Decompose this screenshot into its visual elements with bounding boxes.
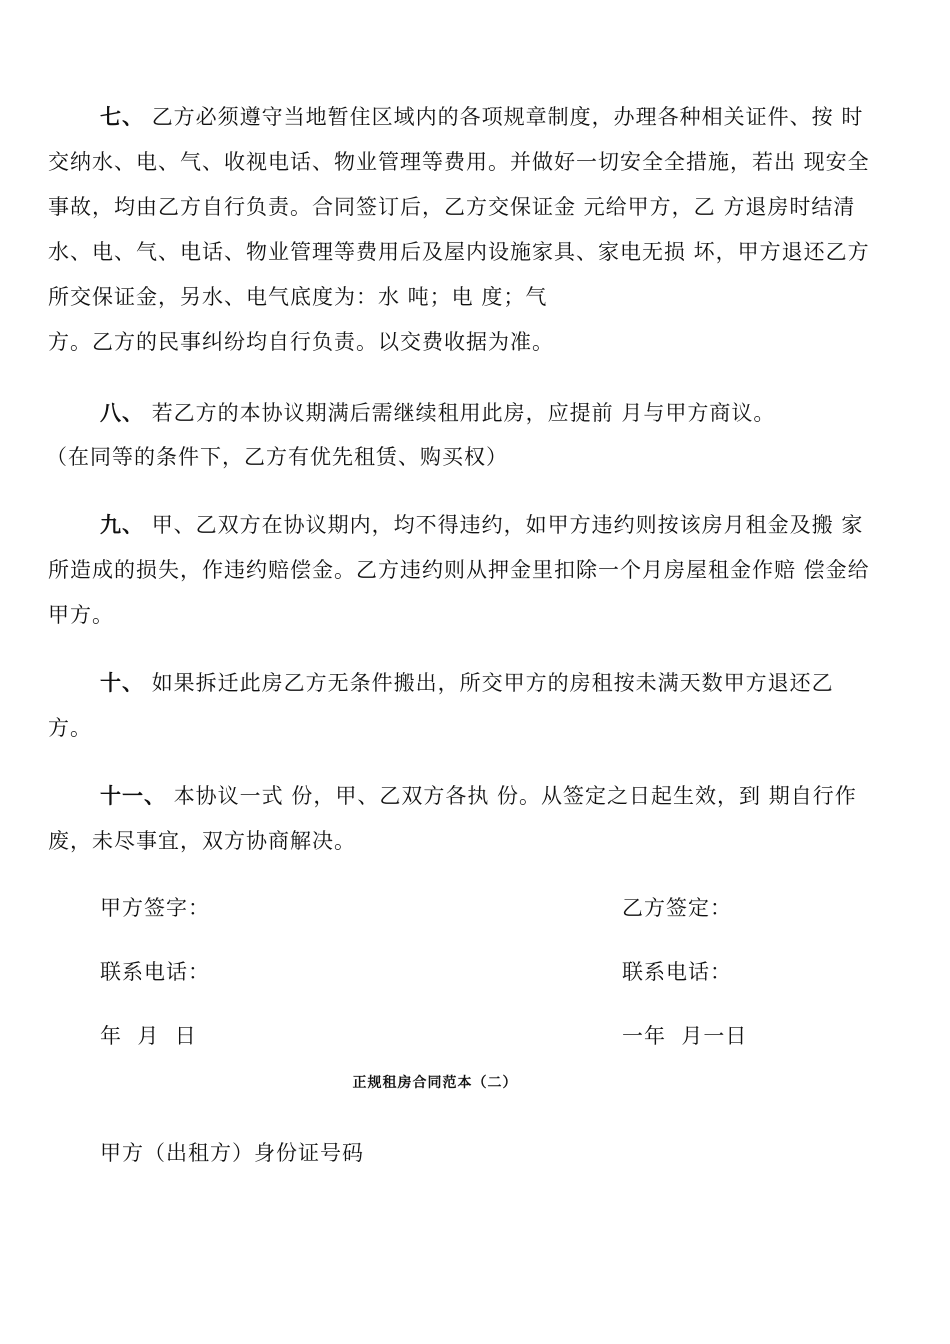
clause-number: 十、 xyxy=(100,670,144,695)
clause-7 xyxy=(48,94,898,365)
clause-number: 八、 xyxy=(100,400,144,425)
clause-text-line: 所交保证金，另水、电气底度为：水 吨；电 度；气 xyxy=(48,285,548,309)
clause-text-line: 事故，均由乙方自行负责。合同签订后，乙方交保证金 元给甲方，乙 方退房时结清 xyxy=(48,195,856,219)
clause-number: 九、 xyxy=(100,512,144,537)
party-b-date-label: 一年 月一日 xyxy=(622,1024,748,1048)
clause-text-line: 所造成的损失，作违约赔偿金。乙方违约则从押金里扣除一个月房屋租金作赔 偿金给 xyxy=(48,558,870,582)
clause-8-note xyxy=(46,435,896,480)
clause-text-line: 甲、乙双方在协议期内，均不得违约，如甲方违约则按该房月租金及搬 家 xyxy=(151,513,864,537)
clause-text-line: 水、电、气、电话、物业管理等费用后及屋内设施家具、家电无损 坏，甲方退还乙方 xyxy=(48,240,870,264)
clause-number: 十一、 xyxy=(100,783,166,808)
clause-text-line: 如果拆迁此房乙方无条件搬出，所交甲方的房租按未满天数甲方退还乙 xyxy=(151,671,834,695)
clause-text-line: 废，未尽事宜，双方协商解决。 xyxy=(48,829,356,853)
clause-text-line: 方。 xyxy=(48,716,92,740)
party-b-phone-label: 联系电话： xyxy=(622,960,732,984)
clause-text-line: 方。乙方的民事纠纷均自行负责。以交费收据为准。 xyxy=(48,330,554,354)
clause-9 xyxy=(48,502,898,638)
clause-text-line: 乙方必须遵守当地暂住区域内的各项规章制度，办理各种相关证件、按 时 xyxy=(151,105,864,129)
clause-text-line: 甲方。 xyxy=(48,603,114,627)
section-title: 正规租房合同范本（二） xyxy=(352,1075,518,1091)
party-a-phone-label: 联系电话： xyxy=(100,960,210,984)
clause-number: 七、 xyxy=(100,104,144,129)
clause-text-line: 若乙方的本协议期满后需继续租用此房，应提前 月与甲方商议。 xyxy=(151,401,776,425)
clause-text-line: （在同等的条件下，乙方有优先租赁、购买权） xyxy=(46,445,508,469)
clause-8 xyxy=(48,390,898,436)
clause-11 xyxy=(48,773,898,864)
clause-10 xyxy=(48,660,898,751)
clause-text-line: 交纳水、电、气、收视电话、物业管理等费用。并做好一切安全全措施，若出 现安全 xyxy=(48,150,870,174)
party-a-signature-label: 甲方签字： xyxy=(100,896,210,920)
party-b-signature-label: 乙方签定： xyxy=(622,896,732,920)
party-a-date-label: 年 月 日 xyxy=(100,1024,197,1048)
party-a-id-label: 甲方（出租方）身份证号码 xyxy=(100,1141,364,1165)
clause-text-line: 本协议一式 份，甲、乙双方各执 份。从签定之日起生效，到 期自行作 xyxy=(173,784,857,808)
